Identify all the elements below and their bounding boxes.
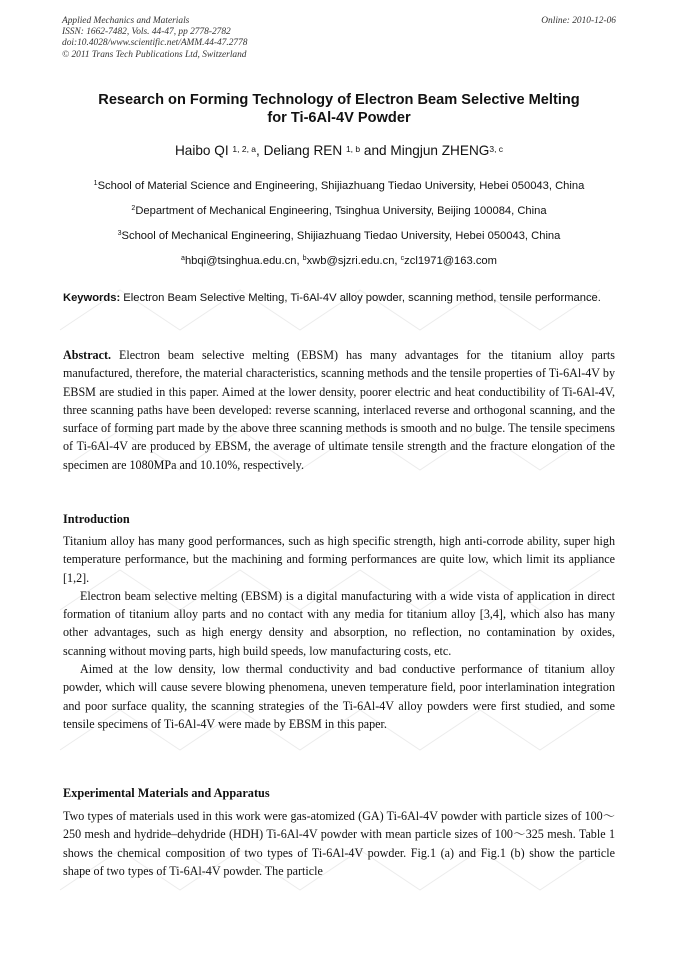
email-b[interactable]: xwb@sjzri.edu.cn, xyxy=(306,255,401,267)
affiliation-2 xyxy=(30,204,648,218)
email-c[interactable]: zcl1971@163.com xyxy=(404,255,497,267)
affiliation-text: Department of Mechanical Engineering, Tsinghua University, Beijing 100084, China xyxy=(135,205,547,217)
author-3-sup: 3, c xyxy=(489,144,504,154)
author-2-name: , Deliang REN xyxy=(256,143,343,158)
experimental-body xyxy=(63,807,615,880)
affiliation-1 xyxy=(30,179,648,193)
abstract xyxy=(63,346,615,474)
keywords-label: Keywords: xyxy=(63,292,121,304)
section-heading-experimental: Experimental Materials and Apparatus xyxy=(63,786,270,800)
online-date: Online: 2010-12-06 xyxy=(541,16,616,26)
author-2-sup: 1, b xyxy=(345,144,361,154)
paper-title xyxy=(40,91,638,127)
doi-line: doi:10.4028/www.scientific.net/AMM.44-47.2778 xyxy=(62,38,248,49)
email-a-sup: a xyxy=(181,255,185,262)
journal-name: Applied Mechanics and Materials xyxy=(62,16,190,26)
affiliation-sup: 2 xyxy=(131,205,136,212)
affiliation-3 xyxy=(30,229,648,243)
author-3-name: and Mingjun ZHENG xyxy=(360,143,490,158)
journal-header xyxy=(62,16,616,61)
keywords-text: Electron Beam Selective Melting, Ti-6Al-4V alloy powder, scanning method, tensile performance. xyxy=(120,292,601,304)
issn-line: ISSN: 1662-7482, Vols. 44-47, pp 2778-2782 xyxy=(62,27,231,38)
author-1-sup: 1, 2, a xyxy=(232,144,257,154)
email-a[interactable]: hbqi@tsinghua.edu.cn, xyxy=(184,255,303,267)
section-heading-introduction: Introduction xyxy=(63,512,130,526)
title-line-1: Research on Forming Technology of Electron Beam Selective Melting xyxy=(98,92,580,108)
title-line-2: for Ti-6Al-4V Powder xyxy=(267,110,411,126)
abstract-text: Electron beam selective melting (EBSM) has many advantages for the titanium alloy parts manufactured, therefore, the material characteristics, scanning methods and the tensile properties of Ti-6Al-4V by EBSM are studied in this paper. Aimed at the lower density, poorer electric and heat conductibility of Ti-6Al-4V, three scanning paths have been developed: reverse scanning, interlaced reverse and orthogonal scanning, and the surface of forming part made by the above three scanning methods is smooth and no bulge. The tensile specimens of Ti-6Al-4V are produced by EBSM, the average of ultimate tensile strength and the fracture elongation of the specimen are 1080MPa and 10.10%, respectively. xyxy=(63,348,615,472)
copyright-line: © 2011 Trans Tech Publications Ltd, Switzerland xyxy=(62,49,247,60)
author-list xyxy=(40,142,638,160)
abstract-label: Abstract. xyxy=(63,348,112,362)
email-c-sup: c xyxy=(400,255,405,262)
author-1-name: Haibo QI xyxy=(174,143,229,158)
affiliation-sup: 1 xyxy=(93,180,98,187)
keywords xyxy=(63,290,615,307)
affiliation-text: School of Material Science and Engineering, Shijiazhuang Tiedao University, Hebei 050043, China xyxy=(97,180,585,192)
intro-paragraph-3: Aimed at the low density, low thermal conductivity and bad conductive performance of titanium alloy powder, which will cause severe blowing phenomena, uneven temperature field, poor interlamination integration and poor surface quality, the scanning strategies of the Ti-6Al-4V alloy powders were first studied, and some tensile specimens of Ti-6Al-4V were made by EBSM in this paper. xyxy=(63,662,615,731)
affiliation-sup: 3 xyxy=(117,230,122,237)
email-line xyxy=(30,254,648,268)
intro-paragraph-2: Electron beam selective melting (EBSM) is a digital manufacturing with a wide vista of application in direct formation of titanium alloy parts and no contact with any media for titanium alloy [3,4], which also has many other advantages, such as high energy density and absorption, no reflection, no contamination by oxides, scanning without moving parts, high build speeds, low manufacturing costs, etc. xyxy=(63,588,615,658)
experimental-paragraph-1: Two types of materials used in this work were gas-atomized (GA) Ti-6Al-4V powder with particle sizes of 100～250 mesh and hydride–dehydride (HDH) Ti-6Al-4V powder with mean particle sizes of 100～325 mesh. Table 1 shows the chemical composition of two types of Ti-6Al-4V powder. Fig.1 (a) and Fig.1 (b) show the particle shape of two types of Ti-6Al-4V powder. The particle xyxy=(63,809,615,878)
email-b-sup: b xyxy=(302,255,307,262)
intro-paragraph-1: Titanium alloy has many good performances, such as high specific strength, high anti-corrode ability, super high temperature performance, but the machining and forming performances are quite low, which limit its appliance [1,2]. xyxy=(63,534,615,585)
affiliation-text: School of Mechanical Engineering, Shijiazhuang Tiedao University, Hebei 050043, China xyxy=(121,230,561,242)
introduction-body xyxy=(63,532,615,733)
